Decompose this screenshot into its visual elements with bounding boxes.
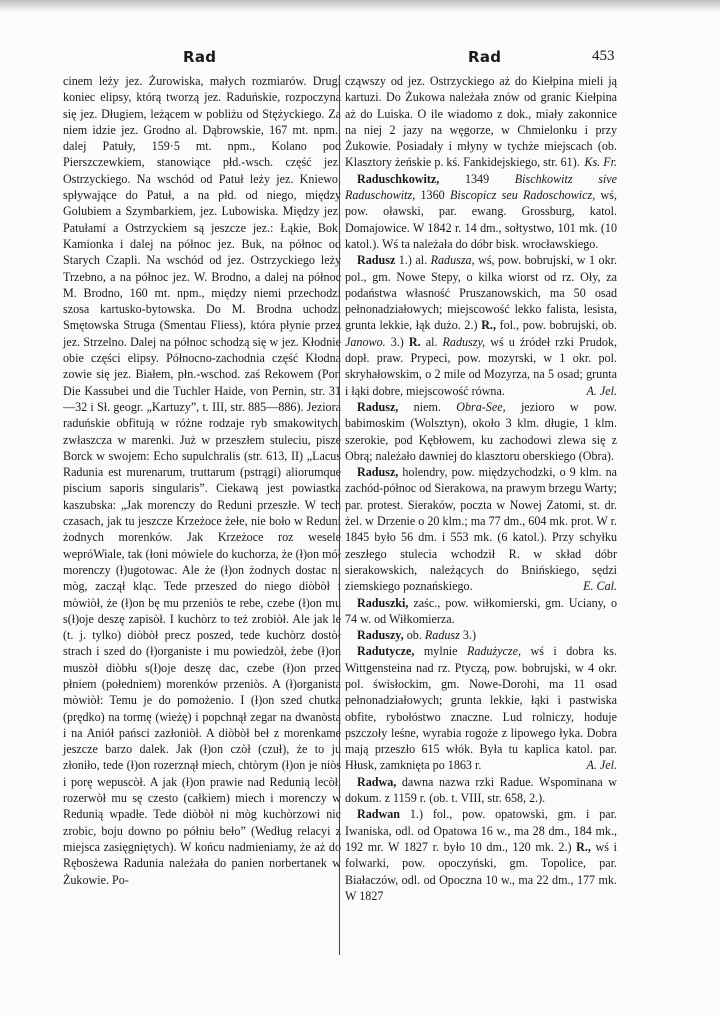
entry-text: wś, pow. bobrujski, w 1 okr. pol., gm. Nowe Stepy, o kilka wiorst od rz. Oły, za podaństwa własność Pruszanowskich, ma 50 osad pełnonadziałowych; miejscowość lekko falista, lesista, grunta lekkie, łąk dużo. 2.) xyxy=(345,253,618,333)
entry-text: niem. xyxy=(398,399,457,414)
page-number: 453 xyxy=(592,48,615,64)
entry-text: 1360 xyxy=(415,188,450,203)
entry-variant: Radusza, xyxy=(430,253,475,268)
entry-text: ob. xyxy=(403,628,425,643)
entry-headword: Radusz xyxy=(357,253,396,268)
entry-raduschkowitz xyxy=(345,171,617,252)
entry-radusz-2 xyxy=(345,399,617,464)
entry-abbrev: R., xyxy=(576,839,591,854)
entry-text: mylnie xyxy=(414,644,467,659)
entry-headword: Radusz, xyxy=(357,399,399,414)
entry-radusz-1 xyxy=(345,252,617,399)
signature: A. Jel. xyxy=(586,383,617,398)
entry-variant: Radużycze, xyxy=(466,644,522,659)
entry-variant: Biscopicz seu Radoschowicz, xyxy=(449,188,596,203)
left-column xyxy=(63,73,341,888)
entry-text: fol., pow. bobrujski, ob. xyxy=(495,318,617,333)
entry-text: wś u źródeł rzki Prudok, dopł. praw. Prypeci, pow. mozyrski, w 1 okr. pol. skryhałowskim, o 2 mile od Mozyrza, na 5 osad; grunta i łąki dobre, miejscowość równa. xyxy=(345,334,617,398)
signature: E. Cal. xyxy=(583,579,617,594)
entry-text: wś i folwarki, pow. opoczyński, gm. Topolice, par. Białaczów, odl. od Opoczna 10 w., ma 22 dm., 177 mk. W 1827 xyxy=(345,839,617,903)
continued-text xyxy=(345,73,617,171)
entry-raduszy xyxy=(345,627,617,643)
column-divider xyxy=(339,75,340,955)
entry-text: 3.) xyxy=(385,334,409,349)
entry-text: holendry, pow. międzychodzki, o 9 klm. na zachód-północ od Sierakowa, na prawym brzegu Warty; par. protest. Sieraków, poczta w Nowej Zatomi, st. dr. żel. w Drzenie o 20 klm.; ma 77 dm., 604 mk. prot. W r. 1845 było 56 dm. i 553 mk. (6 katol.). Przy schyłku zeszłego stulecia wchodził R. w skład dóbr sierakowskich, należących do Bnińskiego, sędzi ziemskiego poznańskiego. xyxy=(345,465,617,594)
entry-variant: Raduszy, xyxy=(442,334,486,349)
entry-radusz-3 xyxy=(345,464,617,594)
entry-text: dawna nazwa rzki Radue. Wspominana w dokum. z 1159 r. (ob. t. VIII, str. 658, 2.). xyxy=(345,774,617,806)
running-head-right: Rad xyxy=(468,48,502,66)
entry-text: 3.) xyxy=(459,628,476,643)
entry-headword: Raduszy, xyxy=(357,628,404,643)
entry-text: wś, pow. oławski, par. ewang. Grossburg, katol. Domajowice. W 1842 r. 14 dm., sołtystwo, 101 mk. (10 katol.). Wś ta należała do dóbr bisk. wrocławskiego. xyxy=(345,188,617,251)
entry-text: zaśc., pow. wiłkomierski, gm. Uciany, o 74 w. od Wiłkomierza. xyxy=(345,595,617,626)
entry-headword: Raduschkowitz, xyxy=(357,171,440,186)
entry-text: al. xyxy=(420,334,443,349)
signature-kr: Ks. Fr. xyxy=(584,155,617,170)
entry-headword: Radwa, xyxy=(357,774,397,789)
left-column-text: cinem leży jez. Żurowiska, małych rozmiarów. Drugi koniec elipsy, którą tworzą jez. Raduńskie, rozpoczyna się jez. Długiem, leżącem w pobliżu od Stężyckiego. Za niem idzie jez. Grodno al. Dąbrowskie, 167 mt. npm., dalej Patuły, 159·5 mt. npm., Kolano pod Pierszczewkiem, stanowiące płd.-wsch. część jez. Ostrzyckiego. Na wschód od Patuł leży jez. Kniewo, spływające do Patuł, a na płd. od niego, między Golubiem a Szymbarkiem, jez. Lubowiska. Między jez. Patułami a Ostrzyckiem są jeszcze jez.: Łąkie, Bok, Kamionka i dalej na północ jez. Buk, na północ od Starych Czapli. Na wschód od jez. Ostrzyckiego leży Trzebno, a na północ jez. W. Brodno, a dalej na północ M. Brodno, 160 mt. npm., między niemi przechodzi szosa kartusko-bytowska. Do M. Brodna uchodzi Smętowska Struga (Smentau Fliess), która płynie przez jez. Strzelno. Dalej na północ schodzą się w jez. Kłodnie obie części elipsy. Północno-zachodnia część Kłodna zowie się jez. Białem, płn.-wschod. zaś Rekowem (Por. Die Kassubei und die Tuchler Haide, von Pernin, str. 31—32 i Sł. geogr. „Kartuzy”, t. III, str. 885—886). Jeziora raduńskie obfitują w różne rodzaje ryb smakowitych, zwłaszcza w marenki. Już w przeszłem stuleciu, pisze Borck w swojem: Echo supulchralis (str. 613, II) „Lacus Radunia est murenarum, truttarum (pstrągi) aliorumque piscium saporis singularis”. Ciekawą jest powiastka kaszubska: „Jak morenczy do Reduni przeszłe. W tech czasach, jak tu jeszcze Krzeżoce żełe, nie boło w Reduni żodnych morenków. Jak Krzeżoce roz wesele wepróWiale, tak (łoni mówiele do kuchorza, że (ł)on mół morenczy (ł)ugotowac. Ale że (ł)on żodnych dostac ni mòg, zaczął kląc. Tede przeszed do niego diòbòł i mòwiòł, że (ł)on bę mu przeniòs te rebe, czebe (ł)on mu s(ł)oje deszę zapisòł. I kuchòrz to też zrobiòł. Ale jak le (t. j. tylko) diòbòł precz poszed, tede kuchòrz dostòł strach i szed do (ł)organiste i mu powiedzòł, żebe (ł)on muszòł diòbłu s(ł)oje deszę dac, czebe (ł)on przed płniem (połedniem) morenków przeniòs. A (ł)organista mòwiòł: Temu je do pomożenio. I (ł)on szed chutka (prędko) na tormę (wieżę) i popchnął zegar na dwanòstą i na Aniół pańsci zazłoniòł. A diòbòł beł z morenkame jeszcze barzo dalek. Jak (ł)on czòł (czuł), że to ju złoniło, tede (ł)on rozerznął miech, chtòrym (ł)on je niòs i porę wepuscòł. A jak (ł)on prawie nad Redunią lecòł, rozerwòł mu sę czesto (całkiem) miech i morenczy w Redunią wpadłe. Tede diòbòł ni mòg kuchòrzowi nic zrobic, boju downo po półniu beło” (Według relacyi z miejsca zasięgniętych). W końcu nadmieniamy, że aż do Rębosżewa Radunia należała do panien norbertanek w Żukowie. Po- xyxy=(63,74,341,887)
entry-raduszki xyxy=(345,595,617,628)
entry-radwa xyxy=(345,774,617,807)
entry-crossref: Janowo. xyxy=(345,334,386,349)
entry-text: wś i dobra ks. Wittgensteina nad rz. Ptyczą, pow. bobrujski, w 4 okr. pol. świsłockim, gm. Nowe-Dorohi, ma 11 osad pełnonadziałowych; grunta lekkie, łąki i pastwiska obfite, rybołóstwo znaczne. Lud rolniczy, hoduje pszczoły leśne, wyrabia rogoże z lipowego łyka. Dobra mają przeszło 615 włók. Była tu kaplica katol. par. Hłusk, zamknięta po 1863 r. xyxy=(345,644,617,773)
entry-text: 1349 xyxy=(439,171,515,186)
entry-headword: Raduszki, xyxy=(357,595,409,610)
running-head-left: Rad xyxy=(183,48,217,66)
entry-abbrev: R., xyxy=(481,318,496,333)
scan-edge-shadow xyxy=(0,0,720,12)
entry-text: 1.) fol., pow. opatowski, gm. i par. Iwaniska, odl. od Opatowa 16 w., ma 28 dm., 184 mk., 192 mr. W 1827 r. było 10 dm., 120 mk. 2.) xyxy=(345,807,617,854)
signature: A. Jel. xyxy=(586,758,617,773)
entry-radwan xyxy=(345,806,617,904)
entry-headword: Radusz, xyxy=(357,465,399,480)
entry-text: jezioro w pow. babimoskim (Wolsztyn), około 3 klm. długie, 1 klm. szerokie, pod Kębłowem, ku zachodowi zlewa się z Obrą; należało dawniej do klasztoru oberskiego (Obra). xyxy=(345,399,617,463)
entry-headword: Radutycze, xyxy=(357,644,415,659)
entry-headword: Radwan xyxy=(357,807,401,822)
right-column xyxy=(345,73,617,904)
entry-variant: Obra-See, xyxy=(456,399,506,414)
entry-text: 1.) al. xyxy=(395,253,431,268)
entry-crossref: Radusz xyxy=(424,628,460,643)
continued-body: cząwszy od jez. Ostrzyckiego aż do Kiełpina mieli ją kartuzi. Do Żukowa należała znów od granic Kiełpina aż do Luiska. O ile wiadomo z dok., miały zakonnice na niej 2 jazy na węgorze, w Chmielonku i przy Żukowie. Posiadały i młyny w tychże miejscach (ob. Klasztory żeńskie p. kś. Fankidejskiego, str. 61). xyxy=(345,74,617,170)
entry-variant: Bischkowitz sive Raduschowitz, xyxy=(345,171,617,203)
entry-radutycze xyxy=(345,643,617,773)
entry-abbrev: R. xyxy=(408,334,421,349)
